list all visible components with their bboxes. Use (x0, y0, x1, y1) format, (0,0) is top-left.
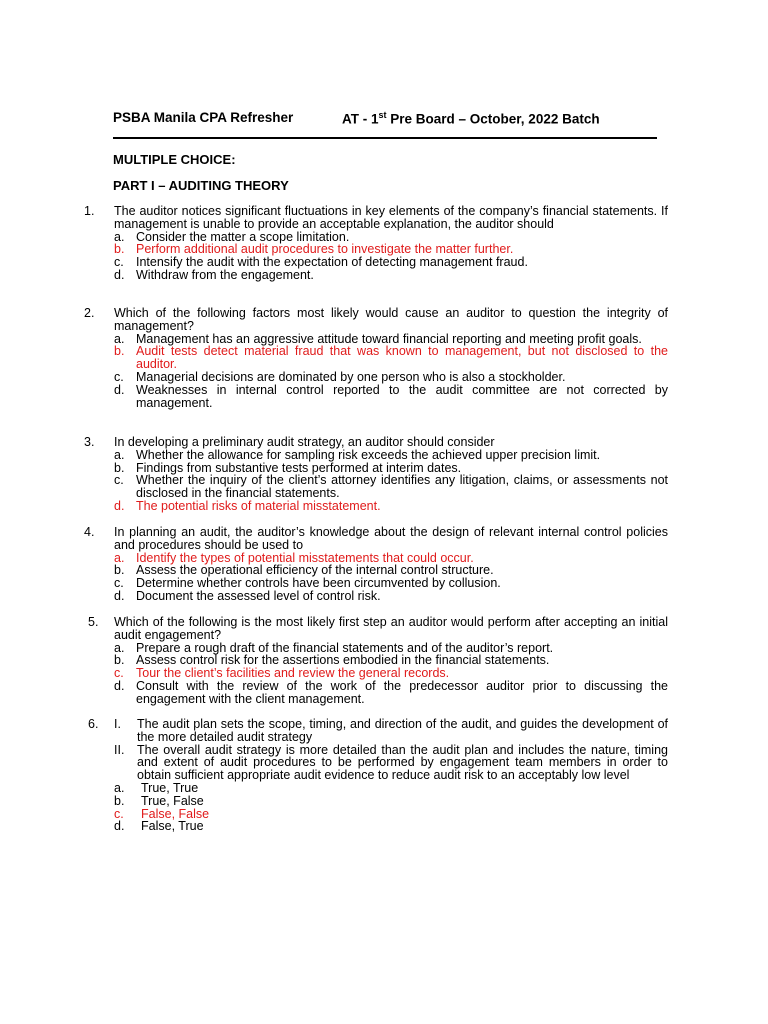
option-a: a. Management has an aggressive attitude toward financial reporting and meeting profit goals. (114, 331, 642, 346)
question-4 (84, 526, 668, 603)
option-c: c. Intensify the audit with the expectation of detecting management fraud. (114, 255, 528, 270)
option-c: c. Managerial decisions are dominated by one person who is also a stockholder. (114, 369, 566, 384)
question-number: 2. (84, 306, 95, 320)
option-c-answer: c. Tour the client’s facilities and review the general records. (114, 666, 450, 681)
question-text: In planning an audit, the auditor’s knowledge about the design of relevant internal control policies and procedures should be used to (114, 525, 668, 552)
statement-1: I. The audit plan sets the scope, timing, and direction of the audit, and guides the development of the more detailed audit strategy (114, 717, 668, 744)
question-number: 3. (84, 435, 95, 449)
question-number: 6. (88, 717, 99, 731)
question-text: In developing a preliminary audit strategy, an auditor should consider (114, 435, 495, 449)
header-rule (113, 137, 657, 139)
option-c-answer: c. False, False (114, 806, 210, 821)
option-d-answer: d. The potential risks of material misstatement. (114, 498, 381, 513)
page-header (113, 110, 600, 127)
section-title: MULTIPLE CHOICE: (113, 152, 236, 167)
question-number: 5. (88, 615, 99, 629)
option-d: d. Weaknesses in internal control reported to the audit committee are not corrected by management. (114, 382, 668, 410)
option-b: b. Assess the operational efficiency of the internal control structure. (114, 563, 494, 578)
option-b: b. True, False (114, 793, 204, 808)
option-b: b. Findings from substantive tests performed at interim dates. (114, 460, 462, 475)
exam-title: AT - 1st Pre Board – October, 2022 Batch (342, 110, 600, 127)
option-d: d. False, True (114, 819, 204, 834)
option-a: a. Whether the allowance for sampling risk exceeds the achieved upper precision limit. (114, 447, 601, 462)
question-6 (88, 718, 668, 833)
option-a-answer: a. Identify the types of potential misstatements that could occur. (114, 550, 474, 565)
question-2 (84, 307, 668, 409)
statement-2: II. The overall audit strategy is more detailed than the audit plan and includes the nature, timing and extent of audit procedures to be performed by engagement team members in order to obtain sufficient appropriate audit evidence to reduce audit risk to an acceptably low level (114, 742, 668, 783)
option-a: a. True, True (114, 780, 199, 795)
option-b: b. Assess control risk for the assertions embodied in the financial statements. (114, 653, 550, 668)
question-number: 4. (84, 525, 95, 539)
option-a: a. Prepare a rough draft of the financial statements and of the auditor’s report. (114, 640, 554, 655)
option-c: c. Determine whether controls have been circumvented by collusion. (114, 576, 501, 591)
question-1 (84, 205, 668, 282)
option-c: c. Whether the inquiry of the client’s attorney identifies any litigation, claims, or assessments not disclosed in the financial statements. (114, 473, 668, 501)
option-d: d. Withdraw from the engagement. (114, 267, 314, 282)
question-5 (88, 616, 668, 706)
school-name: PSBA Manila CPA Refresher (113, 110, 294, 125)
question-text: The auditor notices significant fluctuations in key elements of the company’s financial statements. If management is unable to provide an acceptable explanation, the auditor should (114, 204, 668, 231)
option-d: d. Document the assessed level of control risk. (114, 588, 381, 603)
question-text: Which of the following is the most likely first step an auditor would perform after accepting an initial audit engagement? (114, 615, 668, 642)
option-b-answer: b. Audit tests detect material fraud that was known to management, but not disclosed to the auditor. (114, 344, 668, 372)
question-3 (84, 436, 668, 513)
option-d: d. Consult with the review of the work of the predecessor auditor prior to discussing the engagement with the client management. (114, 678, 668, 706)
question-text: Which of the following factors most likely would cause an auditor to question the integrity of management? (114, 306, 668, 333)
part-title: PART I – AUDITING THEORY (113, 178, 289, 193)
option-b-answer: b. Perform additional audit procedures to investigate the matter further. (114, 242, 514, 257)
option-a: a. Consider the matter a scope limitation. (114, 229, 350, 244)
question-number: 1. (84, 204, 95, 218)
